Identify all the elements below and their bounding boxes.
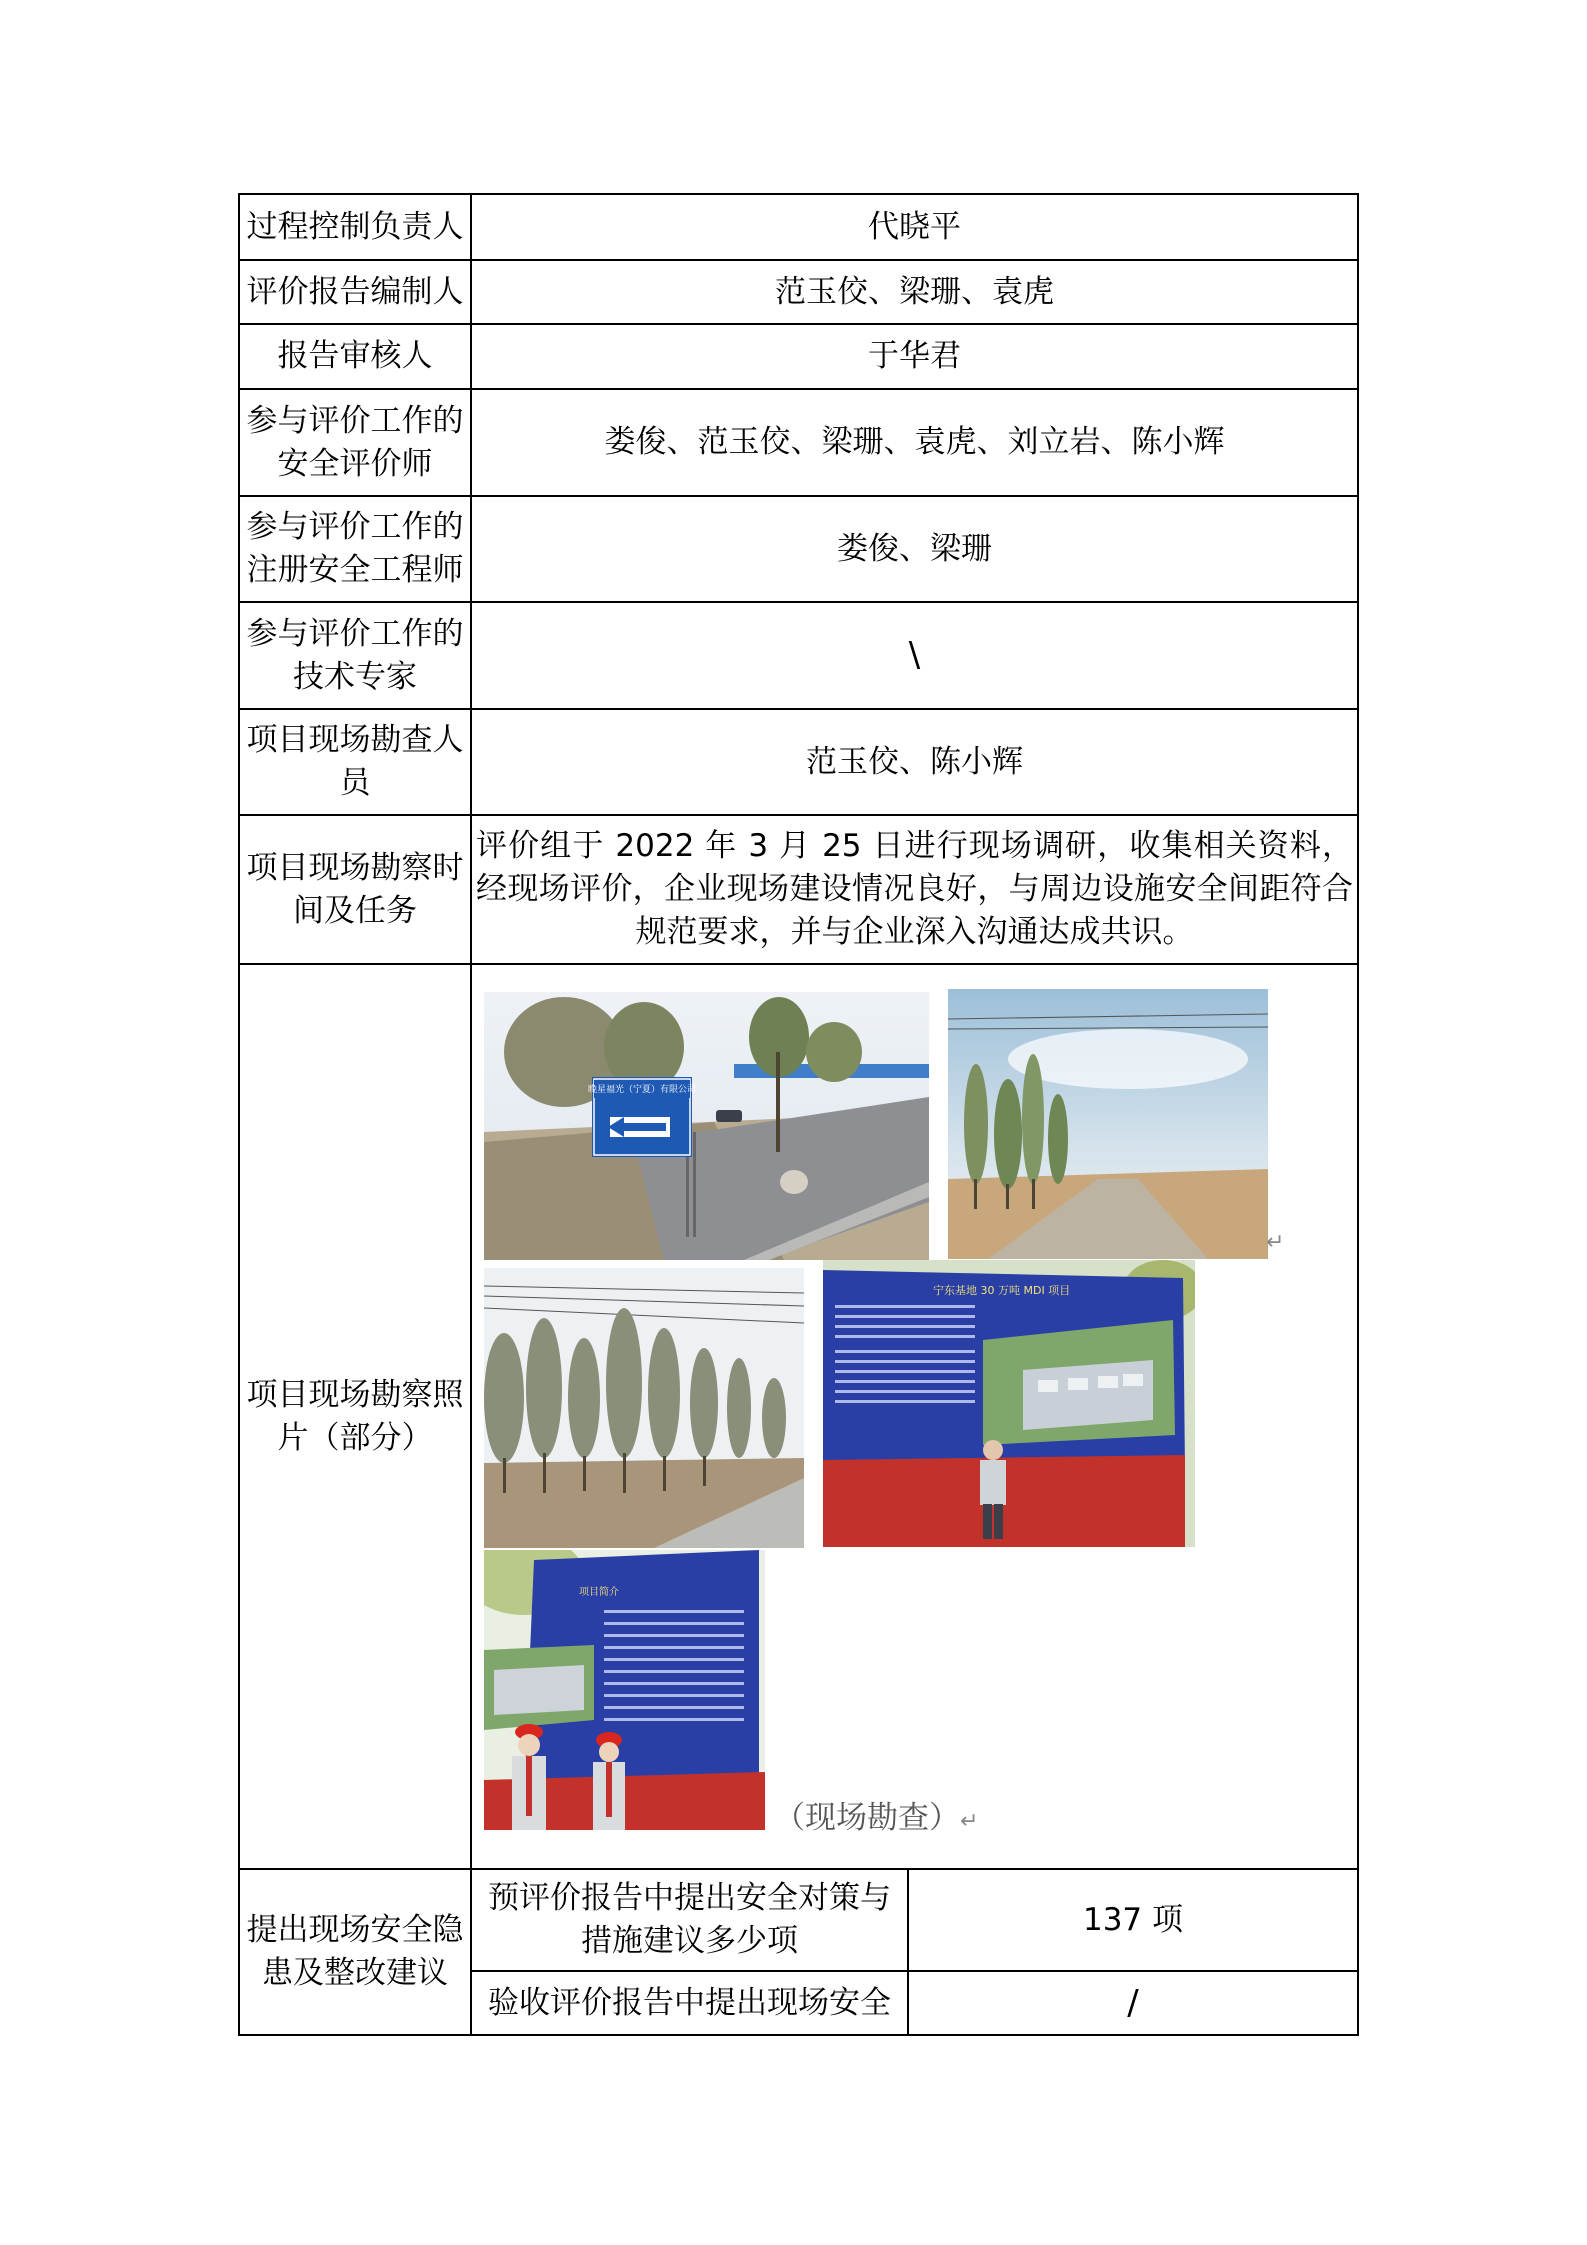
label-pre-eval-measures [472,1870,907,1970]
survey-paragraph: 评价组于 2022 年 3 月 25 日进行现场调研，收集相关资料，经现场评价，企业现场建设情况良好，与周边设施安全间距符合规范要求，并与企业深入沟通达成共识。 [476,828,1353,950]
value-text: 范玉佼、梁珊、袁虎 [775,273,1054,310]
label-text: 注册安全工程师 [246,552,464,588]
label-text: 预评价报告中提出安全对策与 [488,1880,891,1916]
table-rule [1357,193,1359,2036]
label-text: 措施建议多少项 [581,1923,798,1959]
photo-billboard-person [823,1260,1195,1547]
label-text: 参与评价工作的 [246,402,464,439]
label-text: 技术专家 [293,658,417,695]
label-report-author [240,261,470,323]
label-text: 验收评价报告中提出现场安全 [488,1984,891,2021]
value-text: 于华君 [868,338,961,374]
label-text: 片（部分） [277,1419,433,1456]
caption-text: （现场勘查） [774,1800,960,1836]
value-survey-time-task [472,816,1357,963]
value-text: 娄俊、范玉佼、梁珊、袁虎、刘立岩、陈小辉 [604,424,1225,460]
table-rule [238,2034,1359,2036]
label-process-control [240,195,470,259]
billboard-title: 宁东基地 30 万吨 MDI 项目 [933,1284,1071,1297]
value-text: 代晓平 [868,208,961,245]
value-text: / [1127,1982,1139,2023]
label-report-reviewer [240,325,470,388]
value-process-control [472,195,1357,259]
label-text: 患及整改建议 [262,1955,448,1991]
value-text: 娄俊、梁珊 [837,530,992,567]
photo-dirt-road [948,989,1268,1259]
label-survey-time-task [240,816,470,963]
value-safety-assessors [472,390,1357,495]
value-acceptance-eval [909,1972,1357,2034]
label-text: 项目现场勘察照 [246,1376,464,1413]
label-text: 安全评价师 [277,445,433,482]
label-registered-engineers [240,497,470,601]
return-mark-1: ↵ [1266,1230,1285,1255]
label-text: 过程控制负责人 [246,208,464,245]
label-text: 评价报告编制人 [246,273,464,310]
value-report-reviewer [472,325,1357,388]
sign-text: 晚星福光（宁夏）有限公司 [587,1085,697,1095]
label-text: 间及任务 [293,892,417,929]
billboard-title-2: 项目简介 [579,1587,619,1598]
value-site-survey-staff [472,710,1357,814]
label-text: 提出现场安全隐 [246,1912,464,1948]
label-safety-assessors [240,390,470,495]
return-mark-2: ↵ [960,1809,979,1834]
label-tech-experts [240,603,470,708]
value-registered-engineers [472,497,1357,601]
value-tech-experts [472,603,1357,708]
photo-caption [774,1792,978,1837]
label-text: 员 [339,765,371,801]
label-text: 项目现场勘察时 [246,849,464,886]
label-text: 参与评价工作的 [246,509,464,545]
label-site-survey-staff [240,710,470,814]
label-hazards [240,1870,470,2034]
photo-tree-row [484,1268,804,1548]
photo-roadside-sign [484,992,929,1260]
label-text: 报告审核人 [277,338,433,374]
value-report-author [472,261,1357,323]
label-text: 项目现场勘查人 [246,722,464,758]
label-survey-photos [240,965,470,1868]
value-text: 137 项 [1082,1901,1184,1938]
value-pre-eval-measures [909,1870,1357,1970]
value-text: 范玉佼、陈小辉 [806,743,1023,780]
label-text: 参与评价工作的 [246,615,464,652]
value-text: \ [908,635,921,675]
photo-inspectors [484,1550,765,1830]
label-acceptance-eval [472,1972,907,2034]
